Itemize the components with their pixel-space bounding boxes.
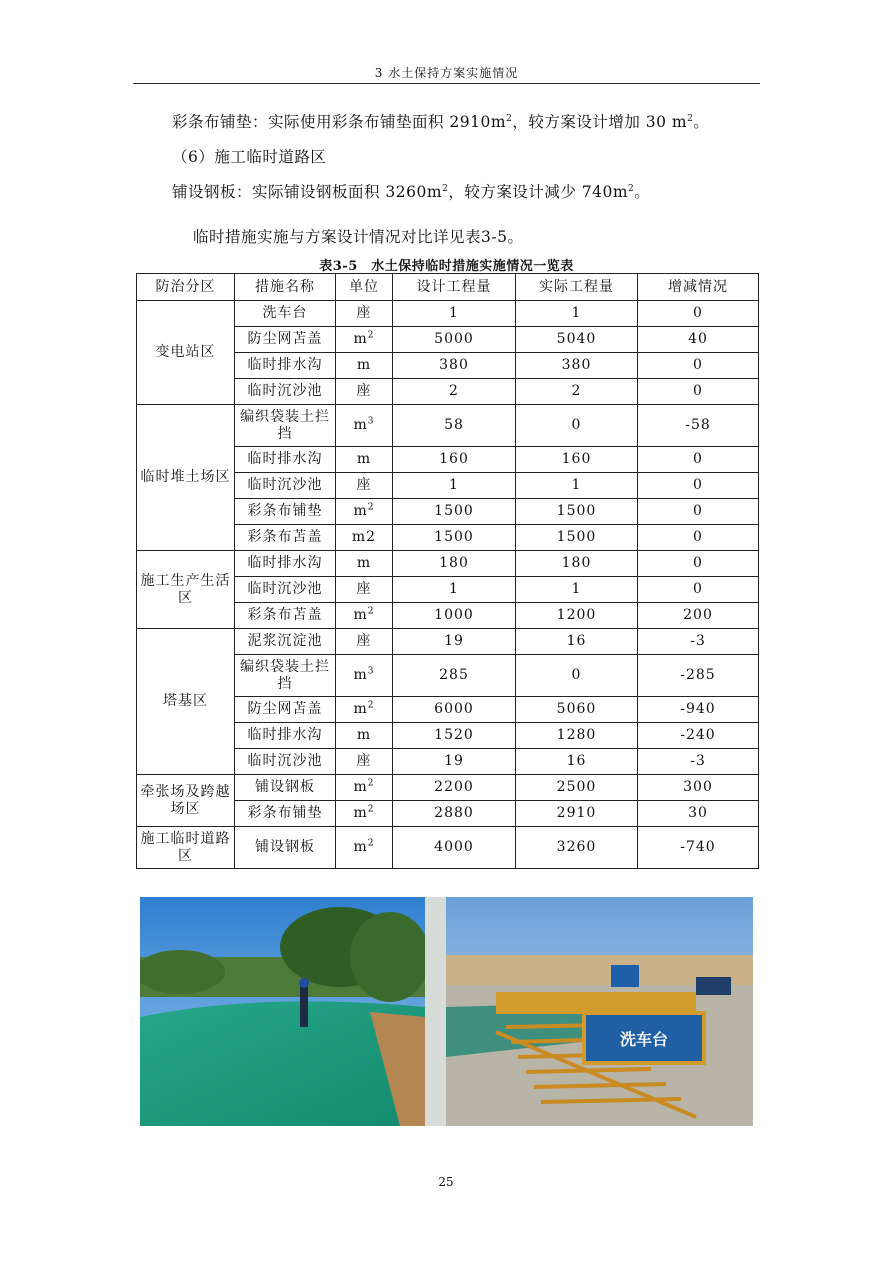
design-quantity-cell: 5000 (393, 327, 516, 353)
table-row (137, 405, 759, 447)
design-quantity-cell: 1 (393, 577, 516, 603)
unit-text: m (353, 417, 368, 433)
unit-cell (336, 697, 393, 723)
unit-cell (336, 405, 393, 447)
actual-quantity-cell: 5060 (516, 697, 638, 723)
zone-cell: 牵张场及跨越场区 (137, 775, 235, 827)
unit-cell (336, 577, 393, 603)
design-quantity-cell: 19 (393, 629, 516, 655)
design-quantity-cell: 380 (393, 353, 516, 379)
table-row (137, 551, 759, 577)
measure-name-cell: 泥浆沉淀池 (235, 629, 336, 655)
actual-quantity-cell: 380 (516, 353, 638, 379)
unit-cell (336, 775, 393, 801)
superscript: 2 (628, 183, 635, 194)
header-cell: 防治分区 (137, 274, 235, 301)
change-cell: -940 (638, 697, 759, 723)
measure-name-cell: 临时排水沟 (235, 551, 336, 577)
unit-cell (336, 379, 393, 405)
actual-quantity-cell: 2500 (516, 775, 638, 801)
photo-dust-net-covering (140, 897, 446, 1126)
unit-cell (336, 629, 393, 655)
change-cell: 0 (638, 353, 759, 379)
unit-cell (336, 499, 393, 525)
measure-name-cell: 彩条布铺垫 (235, 499, 336, 525)
actual-quantity-cell: 16 (516, 749, 638, 775)
header-cell: 设计工程量 (393, 274, 516, 301)
unit-superscript: 2 (367, 778, 375, 789)
change-cell: 0 (638, 577, 759, 603)
zone-cell: 临时堆土场区 (137, 405, 235, 551)
superscript: 2 (506, 113, 513, 124)
design-quantity-cell: 58 (393, 405, 516, 447)
measure-name-cell: 临时沉沙池 (235, 379, 336, 405)
design-quantity-cell: 1 (393, 301, 516, 327)
measure-name-cell: 临时沉沙池 (235, 749, 336, 775)
unit-text: 座 (356, 633, 372, 649)
actual-quantity-cell: 2910 (516, 801, 638, 827)
zone-cell: 施工生产生活区 (137, 551, 235, 629)
unit-text: 座 (356, 383, 372, 399)
header-cell: 增减情况 (638, 274, 759, 301)
unit-text: m (356, 727, 372, 743)
actual-quantity-cell: 160 (516, 447, 638, 473)
unit-cell (336, 551, 393, 577)
para-text: ，较方案设计减少 740m (448, 183, 629, 201)
unit-text: m (356, 357, 372, 373)
table-row (137, 775, 759, 801)
para-text: 。 (693, 113, 710, 131)
change-cell: 30 (638, 801, 759, 827)
unit-superscript: 2 (367, 330, 375, 341)
running-header: 3 水土保持方案实施情况 (374, 66, 519, 80)
change-cell: 0 (638, 525, 759, 551)
photo-car-wash-station (446, 897, 753, 1126)
zone-cell: 变电站区 (137, 301, 235, 405)
paragraph-table-reference: 临时措施实施与方案设计情况对比详见表3-5。 (193, 228, 524, 246)
measure-name-cell: 临时排水沟 (235, 447, 336, 473)
paragraph-steel-plate (172, 180, 650, 202)
change-cell: 0 (638, 447, 759, 473)
change-cell: -58 (638, 405, 759, 447)
zone-cell: 施工临时道路区 (137, 827, 235, 869)
actual-quantity-cell: 0 (516, 405, 638, 447)
change-cell: -3 (638, 629, 759, 655)
actual-quantity-cell: 3260 (516, 827, 638, 869)
actual-quantity-cell: 180 (516, 551, 638, 577)
measure-name-cell: 编织袋装土拦挡 (235, 655, 336, 697)
table-caption: 表3-5 水土保持临时措施实施情况一览表 (319, 259, 574, 274)
unit-text: m (353, 839, 368, 855)
para-text: 彩条布铺垫：实际使用彩条布铺垫面积 2910m (172, 113, 507, 131)
superscript: 2 (442, 183, 449, 194)
para-text: 。 (634, 183, 651, 201)
car-wash-sign: 洗车台 (619, 1030, 669, 1049)
unit-text: m (356, 451, 372, 467)
actual-quantity-cell: 1 (516, 301, 638, 327)
change-cell: 200 (638, 603, 759, 629)
design-quantity-cell: 2880 (393, 801, 516, 827)
unit-text: m (353, 805, 368, 821)
para-text: ，较方案设计增加 30 m (512, 113, 688, 131)
unit-cell (336, 447, 393, 473)
measure-name-cell: 临时排水沟 (235, 723, 336, 749)
measure-name-cell: 编织袋装土拦挡 (235, 405, 336, 447)
unit-superscript: 2 (367, 804, 375, 815)
change-cell: -285 (638, 655, 759, 697)
design-quantity-cell: 6000 (393, 697, 516, 723)
change-cell: -3 (638, 749, 759, 775)
change-cell: 0 (638, 379, 759, 405)
change-cell: -740 (638, 827, 759, 869)
design-quantity-cell: 180 (393, 551, 516, 577)
unit-cell (336, 353, 393, 379)
measure-name-cell: 防尘网苫盖 (235, 697, 336, 723)
unit-superscript: 3 (367, 666, 375, 677)
measure-name-cell: 临时沉沙池 (235, 473, 336, 499)
change-cell: -240 (638, 723, 759, 749)
unit-text: m2 (351, 529, 377, 545)
unit-text: m (353, 607, 368, 623)
measure-name-cell: 防尘网苫盖 (235, 327, 336, 353)
actual-quantity-cell: 1280 (516, 723, 638, 749)
page-number: 25 (438, 1175, 454, 1189)
actual-quantity-cell: 1200 (516, 603, 638, 629)
design-quantity-cell: 1500 (393, 525, 516, 551)
measure-name-cell: 临时沉沙池 (235, 577, 336, 603)
unit-cell (336, 655, 393, 697)
unit-cell (336, 301, 393, 327)
header-cell: 单位 (336, 274, 393, 301)
change-cell: 0 (638, 551, 759, 577)
measure-name-cell: 铺设钢板 (235, 827, 336, 869)
actual-quantity-cell: 1500 (516, 499, 638, 525)
paragraph-color-cloth (172, 110, 709, 132)
change-cell: 300 (638, 775, 759, 801)
change-cell: 0 (638, 499, 759, 525)
unit-text: m (353, 503, 368, 519)
unit-cell (336, 603, 393, 629)
unit-cell (336, 801, 393, 827)
measure-name-cell: 彩条布苫盖 (235, 525, 336, 551)
unit-text: m (353, 667, 368, 683)
measure-name-cell: 彩条布铺垫 (235, 801, 336, 827)
unit-cell (336, 473, 393, 499)
unit-superscript: 2 (367, 502, 375, 513)
unit-superscript: 3 (367, 416, 375, 427)
unit-text: m (353, 701, 368, 717)
unit-text: 座 (356, 753, 372, 769)
unit-text: m (356, 555, 372, 571)
change-cell: 0 (638, 473, 759, 499)
table-row (137, 827, 759, 869)
header-cell: 实际工程量 (516, 274, 638, 301)
unit-text: m (353, 331, 368, 347)
unit-text: m (353, 779, 368, 795)
header-cell: 措施名称 (235, 274, 336, 301)
design-quantity-cell: 4000 (393, 827, 516, 869)
design-quantity-cell: 160 (393, 447, 516, 473)
unit-cell (336, 723, 393, 749)
unit-cell (336, 827, 393, 869)
table-row (137, 629, 759, 655)
design-quantity-cell: 2200 (393, 775, 516, 801)
actual-quantity-cell: 1 (516, 577, 638, 603)
measure-name-cell: 彩条布苫盖 (235, 603, 336, 629)
zone-cell: 塔基区 (137, 629, 235, 775)
actual-quantity-cell: 1 (516, 473, 638, 499)
unit-cell (336, 525, 393, 551)
unit-text: 座 (356, 305, 372, 321)
para-text: 铺设钢板：实际铺设钢板面积 3260m (172, 183, 443, 201)
measures-table (136, 273, 759, 869)
table-header-row (137, 274, 759, 301)
design-quantity-cell: 1 (393, 473, 516, 499)
design-quantity-cell: 19 (393, 749, 516, 775)
actual-quantity-cell: 0 (516, 655, 638, 697)
design-quantity-cell: 1500 (393, 499, 516, 525)
design-quantity-cell: 1000 (393, 603, 516, 629)
actual-quantity-cell: 1500 (516, 525, 638, 551)
unit-text: 座 (356, 581, 372, 597)
unit-superscript: 2 (367, 700, 375, 711)
change-cell: 0 (638, 301, 759, 327)
table-row (137, 301, 759, 327)
measure-name-cell: 洗车台 (235, 301, 336, 327)
change-cell: 40 (638, 327, 759, 353)
design-quantity-cell: 2 (393, 379, 516, 405)
unit-cell (336, 327, 393, 353)
unit-text: 座 (356, 477, 372, 493)
paragraph-section-heading: （6）施工临时道路区 (172, 148, 327, 166)
unit-superscript: 2 (367, 606, 375, 617)
measure-name-cell: 临时排水沟 (235, 353, 336, 379)
actual-quantity-cell: 16 (516, 629, 638, 655)
design-quantity-cell: 285 (393, 655, 516, 697)
design-quantity-cell: 1520 (393, 723, 516, 749)
superscript: 2 (687, 113, 694, 124)
measure-name-cell: 铺设钢板 (235, 775, 336, 801)
unit-superscript: 2 (367, 838, 375, 849)
actual-quantity-cell: 5040 (516, 327, 638, 353)
unit-cell (336, 749, 393, 775)
header-rule (133, 83, 760, 84)
actual-quantity-cell: 2 (516, 379, 638, 405)
